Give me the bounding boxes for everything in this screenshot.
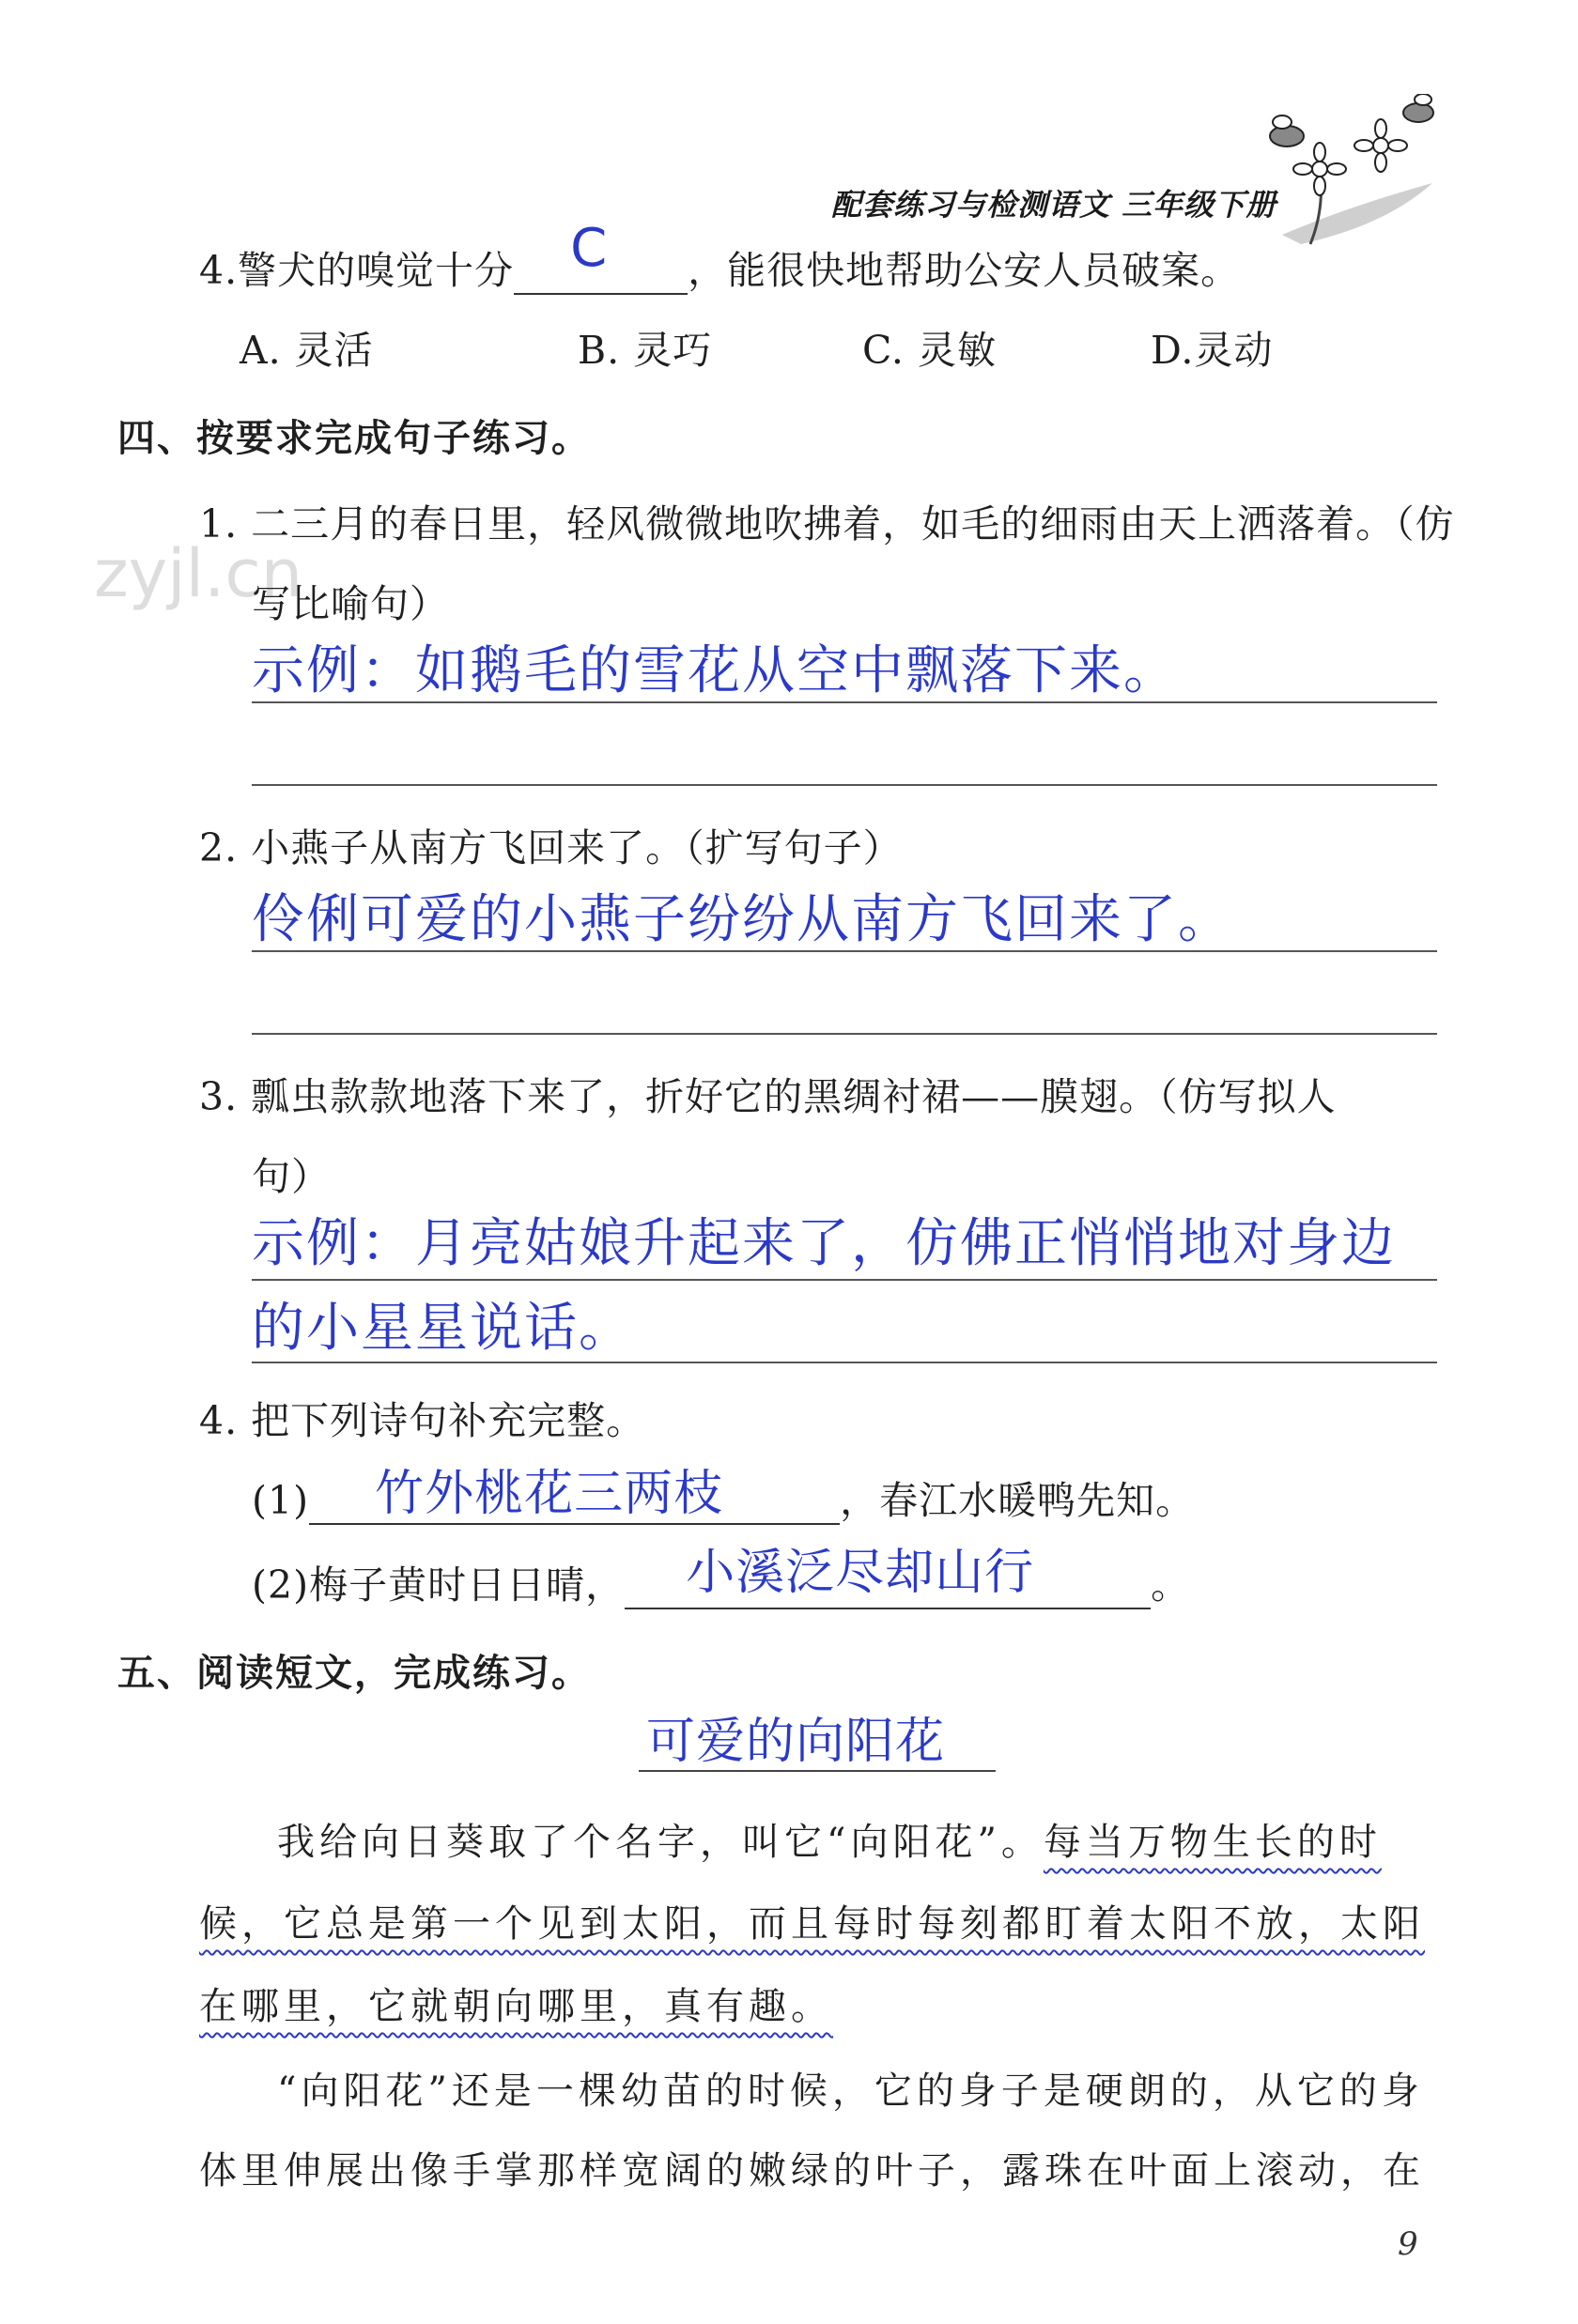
section5-heading: 五、阅读短文，完成练习。: [117, 1652, 591, 1695]
q4-option-b: B. 灵巧: [578, 328, 713, 373]
s4-q3-answer-line2: 的小星星说话。: [252, 1298, 633, 1359]
p2-line1: “向阳花”还是一棵幼苗的时候，它的身子是硬朗的，从它的身: [277, 2070, 1424, 2113]
title-underline: [639, 1770, 996, 1772]
part2-blank: [625, 1545, 1151, 1609]
s4-q3-line1: 3. 瓢虫款款地落下来了，折好它的黑绸衬裙——膜翅。（仿写拟人: [199, 1074, 1337, 1119]
q4-option-a: A. 灵活: [240, 328, 374, 373]
p2-line2: 体里伸展出像手掌那样宽阔的嫩绿的叶子，露珠在叶面上滚动，在: [199, 2149, 1425, 2193]
s4-q1-answer: 示例：如鹅毛的雪花从空中飘落下来。: [252, 640, 1178, 701]
s4-q4-part2: [252, 1545, 1191, 1609]
answer-line: [252, 1279, 1437, 1281]
part1-blank: [309, 1466, 840, 1525]
s4-q3-answer-line1: 示例：月亮姑娘升起来了，仿佛正悄悄地对身边: [252, 1213, 1396, 1274]
q4-stem-after: ，能很快地帮助公安人员破案。: [688, 248, 1241, 293]
part1-after: ，春江水暖鸭先知。: [840, 1478, 1196, 1523]
p1-line1-plain: 我给向日葵取了个名字，叫它“向阳花”。: [277, 1821, 1044, 1864]
flower-bee-decoration-icon: [1245, 94, 1442, 249]
s4-q1-line1: 1. 二三月的春日里，轻风微微地吹拂着，如毛的细雨由天上洒落着。（仿: [199, 501, 1455, 546]
s4-q2-text: 2. 小燕子从南方飞回来了。（扩写句子）: [199, 825, 903, 870]
q4-option-d: D.灵动: [1151, 328, 1274, 373]
p1-line2: 候，它总是第一个见到太阳，而且每时每刻都盯着太阳不放，太阳: [199, 1902, 1425, 1946]
s4-q3-line2: 句）: [252, 1154, 331, 1199]
p1-line1: [277, 1812, 1382, 1866]
part1-answer: 竹外桃花三两枝: [375, 1466, 724, 1522]
part2-answer: 小溪泛尽却山行: [686, 1545, 1035, 1601]
answer-line: [252, 784, 1437, 786]
passage-title: 可爱的向阳花: [646, 1714, 946, 1770]
q4-choice-stem: [199, 218, 1241, 295]
answer-line: [252, 1362, 1437, 1363]
p1-line3: 在哪里，它就朝向哪里，真有趣。: [199, 1985, 833, 2028]
s4-q4-text: 4. 把下列诗句补充完整。: [199, 1398, 646, 1443]
p1-line1-wavy: 每当万物生长的时: [1043, 1821, 1382, 1864]
s4-q1-line2: 写比喻句）: [252, 581, 449, 626]
watermark: zyjl.cn: [94, 535, 303, 612]
header-title: 配套练习与检测语文 三年级下册: [831, 187, 1277, 223]
section4-heading: 四、按要求完成句子练习。: [117, 417, 591, 460]
q4-answer: C: [570, 218, 610, 279]
q4-answer-blank: [514, 218, 688, 295]
answer-line: [252, 701, 1437, 703]
s4-q4-part1: [252, 1466, 1196, 1525]
page-number: 9: [1398, 2225, 1418, 2263]
part2-before: (2)梅子黄时日日晴，: [252, 1562, 626, 1608]
answer-line: [252, 1033, 1437, 1035]
q4-option-c: C. 灵敏: [862, 328, 997, 373]
s4-q2-answer: 伶俐可爱的小燕子纷纷从南方飞回来了。: [252, 889, 1232, 950]
part1-label: (1): [252, 1478, 310, 1523]
part2-after: 。: [1151, 1562, 1191, 1608]
q4-stem-before: 4.警犬的嗅觉十分: [199, 248, 515, 293]
answer-line: [252, 950, 1437, 952]
